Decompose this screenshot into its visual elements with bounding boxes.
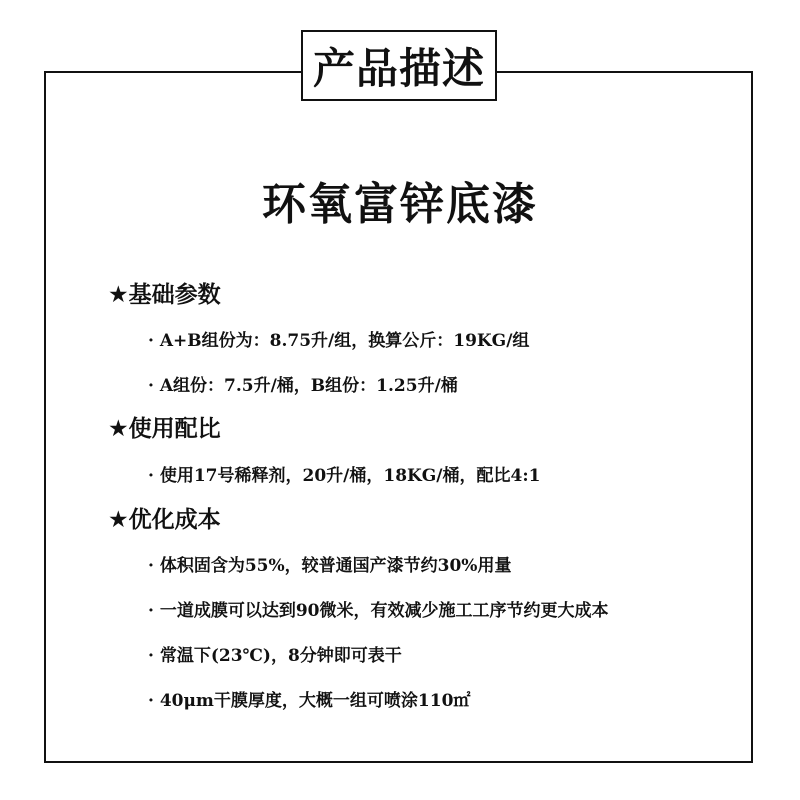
product-title: 环氧富锌底漆	[262, 179, 538, 230]
bullet-item: · 体积固含为55%，较普通国产漆节约30%用量	[148, 556, 512, 576]
bullet-item: · A组份：7.5升/桶，B组份：1.25升/桶	[148, 376, 458, 396]
bullet-item: · 常温下(23℃)，8分钟即可表干	[148, 646, 402, 666]
section-heading-cost-optimization: ★优化成本	[108, 507, 221, 533]
section-heading-mix-ratio: ★使用配比	[108, 416, 221, 442]
section-heading-basic-params: ★基础参数	[108, 282, 221, 308]
header-label: 产品描述	[312, 43, 485, 93]
bullet-item: · 一道成膜可以达到90微米，有效减少施工工序节约更大成本	[148, 601, 609, 621]
bullet-item: · 使用17号稀释剂，20升/桶，18KG/桶，配比4:1	[148, 466, 541, 486]
bullet-item: · 40μm干膜厚度，大概一组可喷涂110㎡	[148, 691, 471, 711]
header-box	[301, 30, 497, 101]
bullet-item: · A+B组份为：8.75升/组，换算公斤：19KG/组	[148, 331, 530, 351]
